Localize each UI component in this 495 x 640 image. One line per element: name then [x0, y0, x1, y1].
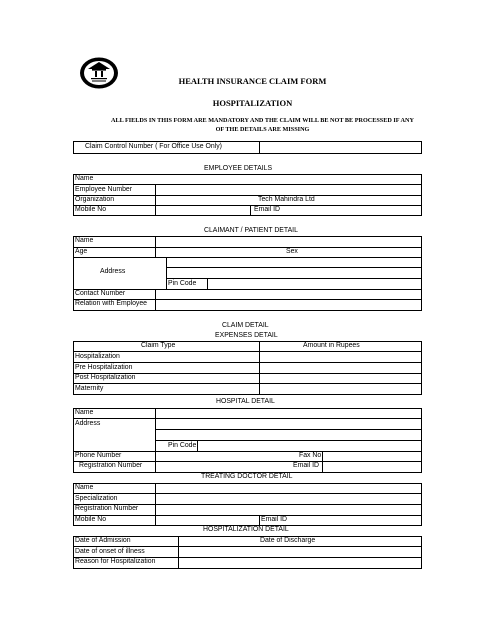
- contact-number-label: Contact Number: [75, 290, 126, 297]
- doctor-mobile-label: Mobile No: [75, 516, 107, 523]
- claimant-name-label: Name: [75, 237, 94, 244]
- hospital-pin-code-label: Pin Code: [168, 442, 197, 449]
- hospital-detail-heading: HOSPITAL DETAIL: [216, 398, 275, 405]
- claimant-sex-label: Sex: [286, 248, 298, 255]
- employee-details-heading: EMPLOYEE DETAILS: [204, 165, 273, 172]
- claim-item-hospitalization: Hospitalization: [75, 353, 120, 360]
- doctor-specialization-label: Specialization: [75, 495, 118, 502]
- employee-email-label: Email ID: [254, 206, 281, 213]
- employee-mobile-label: Mobile No: [75, 206, 107, 213]
- doctor-email-label: Email ID: [261, 516, 288, 523]
- claim-item-pre-hospitalization: Pre Hospitalization: [75, 364, 133, 371]
- claim-item-maternity: Maternity: [75, 385, 104, 392]
- form-subtitle: HOSPITALIZATION: [212, 98, 293, 108]
- claimant-pin-code-label: Pin Code: [168, 280, 197, 287]
- expenses-detail-heading: EXPENSES DETAIL: [215, 332, 278, 339]
- claim-control-number-label: Claim Control Number ( For Office Use Only): [85, 143, 222, 150]
- discharge-date-label: Date of Discharge: [260, 537, 316, 544]
- claim-type-header: Claim Type: [141, 342, 176, 349]
- doctor-registration-label: Registration Number: [75, 505, 139, 512]
- organization-value: Tech Mahindra Ltd: [258, 196, 315, 203]
- admission-date-label: Date of Admission: [75, 537, 131, 544]
- hospital-email-label: Email ID: [293, 462, 320, 469]
- hospitalization-detail-heading: HOSPITALIZATION DETAIL: [203, 526, 289, 533]
- employee-name-label: Name: [75, 175, 94, 182]
- form-title: HEALTH INSURANCE CLAIM FORM: [178, 76, 327, 86]
- claimant-address-label: Address: [100, 268, 126, 275]
- hospital-phone-label: Phone Number: [75, 452, 122, 459]
- claimant-age-label: Age: [75, 248, 88, 255]
- claimant-heading: CLAIMANT / PATIENT DETAIL: [204, 227, 298, 234]
- claim-item-post-hospitalization: Post Hospitalization: [75, 374, 136, 381]
- hospital-registration-label: Registration Number: [79, 462, 143, 469]
- hospital-address-label: Address: [75, 420, 101, 427]
- onset-date-label: Date of onset of illness: [75, 548, 145, 555]
- mandatory-warning: ALL FIELDS IN THIS FORM ARE MANDATORY AND THE CLAIM WILL BE NOT BE PROCESSED IF ANY OF THE DETAILS ARE MISSING: [111, 117, 414, 133]
- amount-header: Amount in Rupees: [303, 342, 360, 349]
- reason-label: Reason for Hospitalization: [75, 558, 156, 565]
- hospital-fax-label: Fax No: [299, 452, 322, 459]
- claim-detail-heading: CLAIM DETAIL: [222, 322, 269, 329]
- employee-number-label: Employee Number: [75, 186, 133, 193]
- doctor-name-label: Name: [75, 484, 94, 491]
- relation-label: Relation with Employee: [75, 300, 148, 307]
- doctor-detail-heading: TREATING DOCTOR DETAIL: [201, 473, 293, 480]
- organization-label: Organization: [75, 196, 115, 203]
- hospital-name-label: Name: [75, 409, 94, 416]
